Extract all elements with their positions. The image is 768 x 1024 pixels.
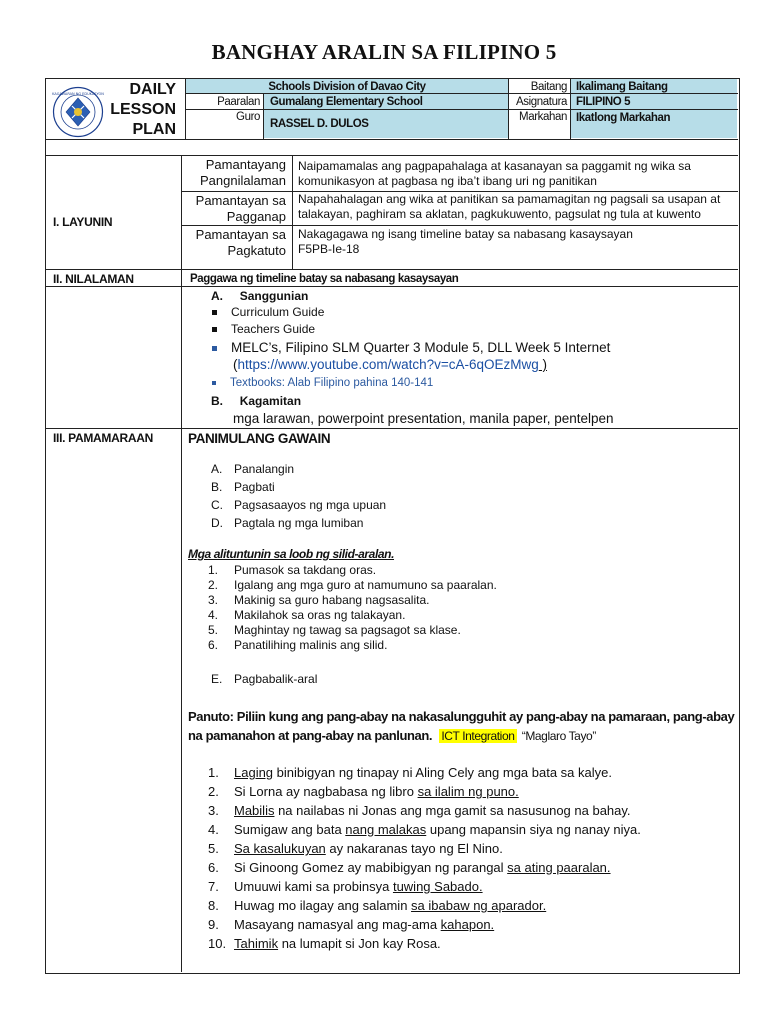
youtube-link[interactable]: https://www.youtube.com/watch?v=cA-6qOEzMwg — [237, 357, 539, 372]
panuto-line-1: Panuto: Piliin kung ang pang-abay na nakasalungguhit ay pang-abay na pamaraan, pang-abay — [188, 709, 735, 724]
text-line: Naipamamalas ang pagpapahalaga at kasanayan sa paggamit ng wika sa — [298, 159, 691, 173]
step-e — [211, 672, 317, 687]
text-line: F5PB-Ie-18 — [298, 242, 360, 256]
sanggunian-heading — [211, 289, 308, 304]
paren: ( — [233, 357, 238, 372]
grid-line — [181, 225, 738, 226]
markahan-value: Ikatlong Markahan — [576, 112, 671, 124]
baitang-value: Ikalimang Baitang — [576, 81, 668, 93]
bullet-icon — [212, 346, 217, 351]
text-line: komunikasyon at pagbasa ng iba’t ibang uri ng panitikan — [298, 174, 597, 188]
item-text: Huwag mo ilagay ang salamin — [234, 898, 412, 913]
rule-number: 6. — [208, 638, 219, 652]
item-number: 2. — [208, 784, 219, 799]
step-text: Pagsasaayos ng mga upuan — [234, 498, 387, 512]
item-text: Si Ginoong Gomez ay mabibigyan ng parangal — [234, 860, 508, 875]
label-line: Pamantayang — [205, 157, 286, 172]
grid-line — [45, 139, 738, 140]
rule-text: Pumasok sa takdang oras. — [234, 563, 377, 577]
bullet-icon — [212, 327, 217, 332]
item-number: 3. — [208, 803, 219, 818]
panuto-text: na pamanahon at pang-abay na panlunan. — [188, 728, 433, 743]
nilalaman-label: II. NILALAMAN — [53, 272, 134, 286]
letter: B. — [211, 394, 223, 408]
rules-list — [208, 563, 497, 653]
grid-line — [45, 269, 738, 270]
rule-item — [208, 578, 497, 593]
rule-number: 2. — [208, 578, 219, 592]
panuto-line-2 — [188, 727, 596, 745]
item-text: MELC’s, Filipino SLM Quarter 3 Module 5, DLL Week 5 Internet — [231, 340, 611, 355]
step-text: Pagbati — [234, 480, 275, 494]
underlined-adverb: kahapon. — [440, 917, 495, 932]
step-letter: B. — [211, 480, 223, 494]
exercise-list — [208, 765, 641, 955]
kagamitan-text: mga larawan, powerpoint presentation, manila paper, pentelpen — [233, 411, 614, 426]
markahan-label: Markahan — [519, 111, 567, 123]
bullet-icon — [212, 310, 217, 315]
underlined-adverb: Tahimik — [234, 936, 279, 951]
pamantayang-pangnilalaman-text — [298, 159, 691, 189]
step-letter: D. — [211, 516, 223, 530]
item-text: na lumapit si Jon kay Rosa. — [278, 936, 441, 951]
item-text: Masayang namasyal ang mag-ama — [234, 917, 441, 932]
paaralan-label: Paaralan — [217, 96, 260, 108]
pamantayan-sa-pagkatuto-text — [298, 227, 633, 257]
step-text: Pagtala ng mga lumiban — [234, 516, 364, 530]
rule-item — [208, 563, 497, 578]
item-text: Umuuwi kami sa probinsya — [234, 879, 393, 894]
grid-line — [45, 155, 738, 156]
sanggunian-item — [212, 339, 610, 356]
panimulang-gawain-heading: PANIMULANG GAWAIN — [188, 431, 331, 446]
underlined-adverb: Laging — [234, 765, 274, 780]
item-number: 6. — [208, 860, 219, 875]
rule-number: 5. — [208, 623, 219, 637]
text-line: Napahahalagan ang wika at panitikan sa pamamagitan ng pagsali sa usapan at — [298, 192, 721, 206]
daily-lesson-plan-label — [108, 80, 176, 140]
item-number: 9. — [208, 917, 219, 932]
item-text: Si Lorna ay nagbabasa ng libro — [234, 784, 418, 799]
step-item — [211, 462, 386, 480]
guro-label: Guro — [236, 111, 260, 123]
nilalaman-text: Paggawa ng timeline batay sa nabasang kasaysayan — [190, 273, 459, 285]
exercise-item — [208, 879, 641, 898]
underlined-adverb: Sa kasalukuyan — [234, 841, 326, 856]
letter: A. — [211, 289, 223, 303]
paaralan-value: Gumalang Elementary School — [270, 96, 423, 108]
grid-line — [185, 109, 738, 110]
rule-item — [208, 608, 497, 623]
dlp-line-2: LESSON — [110, 101, 176, 118]
sanggunian-item — [212, 305, 324, 320]
rule-item — [208, 623, 497, 638]
exercise-item — [208, 841, 641, 860]
exercise-item — [208, 822, 641, 841]
underlined-adverb: sa ibabaw ng aparador. — [411, 898, 547, 913]
step-item — [211, 516, 386, 534]
label-line: Pagkatuto — [227, 243, 286, 258]
internet-link-line — [233, 356, 547, 373]
grid-line — [263, 93, 264, 139]
rule-number: 4. — [208, 608, 219, 622]
step-item — [211, 498, 386, 516]
rule-text: Maghintay ng tawag sa pagsagot sa klase. — [234, 623, 461, 637]
item-number: 1. — [208, 765, 219, 780]
step-letter: C. — [211, 498, 223, 512]
grid-line — [292, 155, 293, 269]
item-text: ay nakaranas tayo ng El Nino. — [325, 841, 503, 856]
sanggunian-title: Sanggunian — [239, 289, 309, 303]
panimulang-steps — [211, 462, 386, 534]
pamantayang-pangnilalaman-label — [182, 157, 286, 189]
guro-value: RASSEL D. DULOS — [270, 118, 369, 130]
rule-number: 1. — [208, 563, 219, 577]
underlined-adverb: tuwing Sabado. — [392, 879, 483, 894]
grid-line — [181, 155, 182, 972]
rule-item — [208, 593, 497, 608]
label-line: Pamantayan sa — [195, 227, 286, 242]
deped-seal-icon — [52, 86, 104, 138]
label-line: Pagganap — [226, 209, 286, 224]
step-item — [211, 480, 386, 498]
grid-line — [45, 286, 738, 287]
item-text: upang mapansin siya ng nanay niya. — [426, 822, 641, 837]
exercise-item — [208, 936, 641, 955]
asignatura-value: FILIPINO 5 — [576, 96, 631, 108]
item-text: na nailabas ni Jonas ang mga gamit sa nasusunog na bahay. — [274, 803, 631, 818]
rule-number: 3. — [208, 593, 219, 607]
exercise-item — [208, 765, 641, 784]
exercise-item — [208, 803, 641, 822]
grid-line — [185, 93, 738, 94]
text-line: talakayan, paghiram sa aklatan, pagkukuwento, pagsulat ng tula at kuwento — [298, 207, 701, 221]
label-line: Pamantayan sa — [195, 193, 286, 208]
item-number: 4. — [208, 822, 219, 837]
layunin-label: I. LAYUNIN — [53, 215, 113, 229]
division-text: Schools Division of Davao City — [268, 81, 426, 93]
kagamitan-title: Kagamitan — [239, 394, 302, 408]
rule-text: Panatilihing malinis ang silid. — [234, 638, 388, 652]
baitang-label: Baitang — [530, 81, 567, 93]
item-text: Teachers Guide — [231, 322, 316, 336]
rule-text: Makilahok sa oras ng talakayan. — [234, 608, 406, 622]
kagamitan-heading — [211, 394, 301, 409]
rule-text: Igalang ang mga guro at namumuno sa paaralan. — [234, 578, 497, 592]
item-number: 7. — [208, 879, 219, 894]
dlp-line-3: PLAN — [132, 121, 176, 138]
rule-item — [208, 638, 497, 653]
bullet-icon — [212, 381, 216, 385]
item-number: 8. — [208, 898, 219, 913]
pamantayan-sa-pagkatuto-label — [182, 227, 286, 259]
step-text: Panalangin — [234, 462, 295, 476]
underlined-adverb: sa ilalim ng puno. — [417, 784, 519, 799]
item-text: Textbooks: Alab Filipino pahina 140-141 — [230, 377, 434, 389]
exercise-item — [208, 898, 641, 917]
paren: ) — [538, 357, 548, 372]
item-number: 5. — [208, 841, 219, 856]
rules-title: Mga alituntunin sa loob ng silid-aralan. — [188, 547, 395, 561]
sanggunian-item — [212, 376, 433, 390]
step-text: Pagbabalik-aral — [234, 672, 318, 686]
item-text: binibigyan ng tinapay ni Aling Cely ang mga bata sa kalye. — [273, 765, 612, 780]
item-text: Curriculum Guide — [231, 305, 325, 319]
letter: E. — [211, 672, 223, 686]
document-title: BANGHAY ARALIN SA FILIPINO 5 — [211, 40, 557, 64]
item-text: Sumigaw ang bata — [234, 822, 346, 837]
underlined-adverb: sa ating paaralan. — [507, 860, 611, 875]
exercise-item — [208, 784, 641, 803]
asignatura-label: Asignatura — [516, 96, 567, 108]
pamantayan-sa-pagganap-text — [298, 192, 720, 222]
pamamaraan-label: III. PAMAMARAAN — [53, 431, 153, 445]
dlp-line-1: DAILY — [129, 81, 176, 98]
exercise-item — [208, 860, 641, 879]
rule-text: Makinig sa guro habang nagsasalita. — [234, 593, 430, 607]
label-line: Pangnilalaman — [199, 173, 286, 188]
svg-text:KAGAWARAN NG EDUKASYON: KAGAWARAN NG EDUKASYON — [52, 92, 104, 96]
text-line: Nakagagawa ng isang timeline batay sa nabasang kasaysayan — [298, 227, 633, 241]
exercise-item — [208, 917, 641, 936]
step-letter: A. — [211, 462, 223, 476]
underlined-adverb: nang malakas — [345, 822, 427, 837]
maglaro-tayo: “Maglaro Tayo” — [521, 729, 596, 743]
grid-line — [45, 428, 738, 429]
sanggunian-item — [212, 322, 315, 337]
ict-integration-badge: ICT Integration — [441, 729, 515, 743]
pamantayan-sa-pagganap-label — [182, 193, 286, 225]
underlined-adverb: Mabilis — [234, 803, 275, 818]
item-number: 10. — [208, 936, 227, 951]
